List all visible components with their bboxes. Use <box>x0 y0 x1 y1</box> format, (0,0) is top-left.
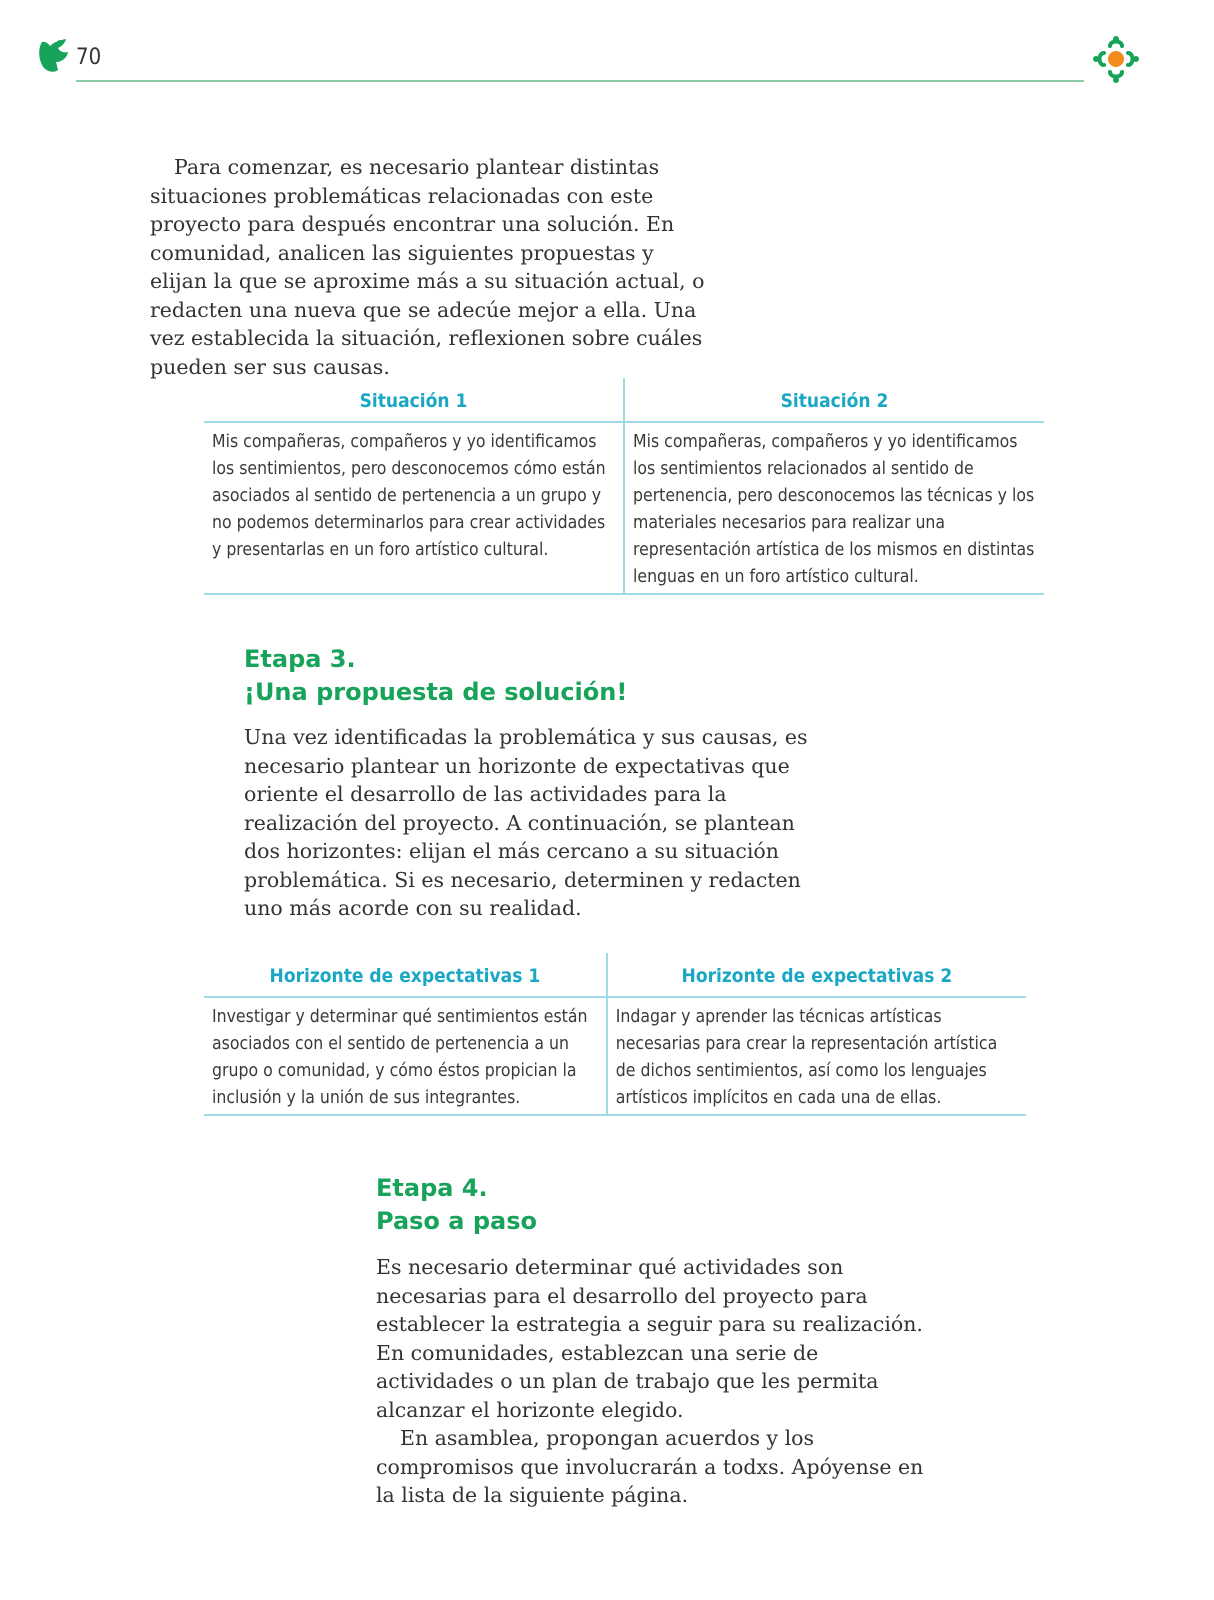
horizons-table <box>204 953 1026 1116</box>
horizon-1-header: Horizonte de expectativas 1 <box>204 953 607 997</box>
situation-1-header: Situación 1 <box>204 378 624 422</box>
page-number: 70 <box>76 45 102 70</box>
etapa-3-paragraph <box>244 723 814 923</box>
etapa-4-text-2: En asamblea, propongan acuerdos y los compromisos que involucrarán a todxs. Apóyense en la lista de la siguiente página. <box>376 1426 924 1507</box>
circular-figures-orange-dot-icon <box>1090 34 1142 84</box>
etapa-4-title: Etapa 4. <box>376 1174 488 1202</box>
etapa-3-text: Una vez identificadas la problemática y sus causas, es necesario plantear un horizonte de expectativas que oriente el desarrollo de las actividades para la realización del proyecto. A continuación, se plantean dos horizontes: elijan el más cercano a su situación problemática. Si es necesario, determinen y redacten uno más acorde con su realidad. <box>244 725 808 920</box>
situations-table <box>204 378 1044 595</box>
etapa-3-subtitle: ¡Una propuesta de solución! <box>244 678 628 706</box>
situation-1-text: Mis compañeras, compañeros y yo identificamos los sentimientos, pero desconocemos cómo están asociados al sentido de pertenencia a un grupo y no podemos determinarlos para crear actividades y presentarlas en un foro artístico cultural. <box>204 422 624 594</box>
etapa-4-paragraph <box>376 1253 936 1510</box>
etapa-3-title: Etapa 3. <box>244 645 356 673</box>
intro-text: Para comenzar, es necesario plantear distintas situaciones problemáticas relacionadas con este proyecto para después encontrar una solución. En comunidad, analicen las siguientes propuestas y elijan la que se aproxime más a su situación actual, o redacten una nueva que se adecúe mejor a ella. Una vez establecida la situación, reflexionen sobre cuáles pueden ser sus causas. <box>150 155 705 379</box>
etapa-4-text-1: Es necesario determinar qué actividades son necesarias para el desarrollo del proyecto para establecer la estrategia a seguir para su realización. En comunidades, establezcan una serie de actividades o un plan de trabajo que les permita alcanzar el horizonte elegido. <box>376 1255 923 1422</box>
header-rule <box>76 80 1084 82</box>
situation-2-header: Situación 2 <box>624 378 1044 422</box>
situation-2-text: Mis compañeras, compañeros y yo identificamos los sentimientos relacionados al sentido de pertenencia, pero desconocemos las técnicas y los materiales necesarios para realizar una representación artística de los mismos en distintas lenguas en un foro artístico cultural. <box>624 422 1044 594</box>
etapa-4-heading <box>376 1172 537 1238</box>
horizon-2-text: Indagar y aprender las técnicas artísticas necesarias para crear la representación artística de dichos sentimientos, así como los lenguajes artísticos implícitos en cada una de ellas. <box>607 997 1026 1115</box>
etapa-4-subtitle: Paso a paso <box>376 1207 537 1235</box>
green-leaf-figure-icon <box>36 38 70 74</box>
horizon-2-header: Horizonte de expectativas 2 <box>607 953 1026 997</box>
etapa-3-heading <box>244 643 627 709</box>
intro-paragraph <box>150 153 710 381</box>
horizon-1-text: Investigar y determinar qué sentimientos están asociados con el sentido de pertenencia a un grupo o comunidad, y cómo éstos propician la inclusión y la unión de sus integrantes. <box>204 997 607 1115</box>
